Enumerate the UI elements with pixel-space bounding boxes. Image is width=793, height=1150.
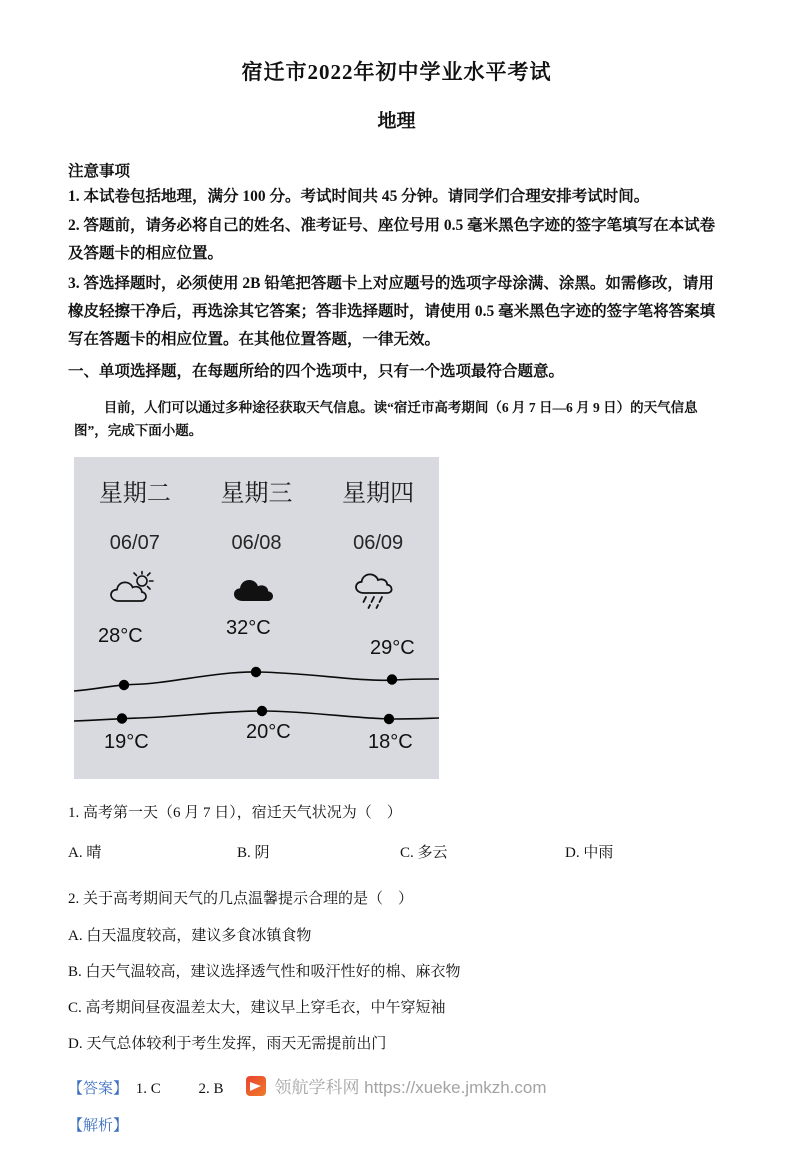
page-title: 宿迁市2022年初中学业水平考试 bbox=[241, 60, 552, 84]
partly-cloudy-icon bbox=[109, 570, 161, 613]
question-2-text: 2. 关于高考期间天气的几点温馨提示合理的是（ ） bbox=[68, 890, 414, 907]
day-label: 星期二 bbox=[98, 479, 171, 507]
weather-date-row bbox=[74, 532, 439, 555]
weather-panel bbox=[74, 457, 439, 779]
date-label: 06/09 bbox=[353, 531, 404, 554]
day-label: 星期三 bbox=[220, 479, 293, 507]
footer-watermark bbox=[0, 1073, 793, 1098]
weather-icon-row bbox=[74, 567, 439, 607]
question-1-options bbox=[68, 841, 725, 865]
document-content bbox=[68, 56, 725, 1150]
option-item: A. 白天温度较高，建议多食冰镇食物 bbox=[68, 927, 312, 944]
high-temp-label: 32°C bbox=[226, 616, 271, 639]
option-item: C. 高考期间昼夜温差太大，建议早上穿毛衣，中午穿短袖 bbox=[68, 999, 446, 1016]
overcast-icon bbox=[230, 570, 282, 613]
notice-item-3: 3. 答选择题时，必须使用 2B 铅笔把答题卡上对应题号的选项字母涂满、涂黑。如需修改，请用橡皮轻擦干净后，再选涂其它答案；答非选择题时，请使用 0.5 毫米黑色字迹的签字笔将答案填写在答题卡的相应位置。在其他位置答题，一律无效。 bbox=[68, 274, 716, 349]
answer-value: 1. C bbox=[135, 1080, 161, 1097]
answer-label: 【答案】 bbox=[68, 1080, 129, 1097]
option-item: C. 多云 bbox=[400, 844, 448, 861]
notice-item-1: 1. 本试卷包括地理，满分 100 分。考试时间共 45 分钟。请同学们合理安排考试时间。 bbox=[68, 188, 650, 205]
analysis-label: 【解析】 bbox=[68, 1117, 129, 1134]
intro-paragraph: 目前，人们可以通过多种途径获取天气信息。读“宿迁市高考期间（6 月 7 日—6 月 9 日）的天气信息图”，完成下面小题。 bbox=[74, 400, 698, 439]
subject-title: 地理 bbox=[377, 111, 416, 132]
date-label: 06/08 bbox=[231, 531, 282, 554]
answer-value: 2. B bbox=[198, 1080, 224, 1097]
low-temp-label: 18°C bbox=[368, 730, 413, 753]
option-item: D. 中雨 bbox=[565, 844, 614, 861]
date-label: 06/07 bbox=[109, 531, 160, 554]
site-logo-icon bbox=[246, 1076, 266, 1096]
low-temp-label: 20°C bbox=[246, 720, 291, 743]
notice-item-2: 2. 答题前，请务必将自己的姓名、准考证号、座位号用 0.5 毫米黑色字迹的签字笔填写在本试卷及答题卡的相应位置。 bbox=[68, 217, 716, 263]
notice-heading: 注意事项 bbox=[68, 163, 131, 180]
weather-day-row bbox=[74, 457, 439, 508]
option-item: B. 阴 bbox=[237, 844, 270, 861]
option-item: D. 天气总体较利于考生发挥，雨天无需提前出门 bbox=[68, 1035, 387, 1052]
watermark-text: 领航学科网 https://xueke.jmkzh.com bbox=[274, 1078, 547, 1097]
high-temp-label: 28°C bbox=[98, 624, 143, 647]
low-temp-label: 19°C bbox=[104, 730, 149, 753]
option-item: A. 晴 bbox=[68, 844, 102, 861]
high-temp-label: 29°C bbox=[370, 636, 415, 659]
temp-line-chart bbox=[74, 609, 439, 777]
day-label: 星期四 bbox=[342, 479, 415, 507]
option-item: B. 白天气温较高，建议选择透气性和吸汗性好的棉、麻衣物 bbox=[68, 963, 461, 980]
section-heading: 一、单项选择题，在每题所给的四个选项中，只有一个选项最符合题意。 bbox=[68, 363, 565, 381]
question-1-text: 1. 高考第一天（6 月 7 日），宿迁天气状况为（ ） bbox=[68, 804, 402, 821]
